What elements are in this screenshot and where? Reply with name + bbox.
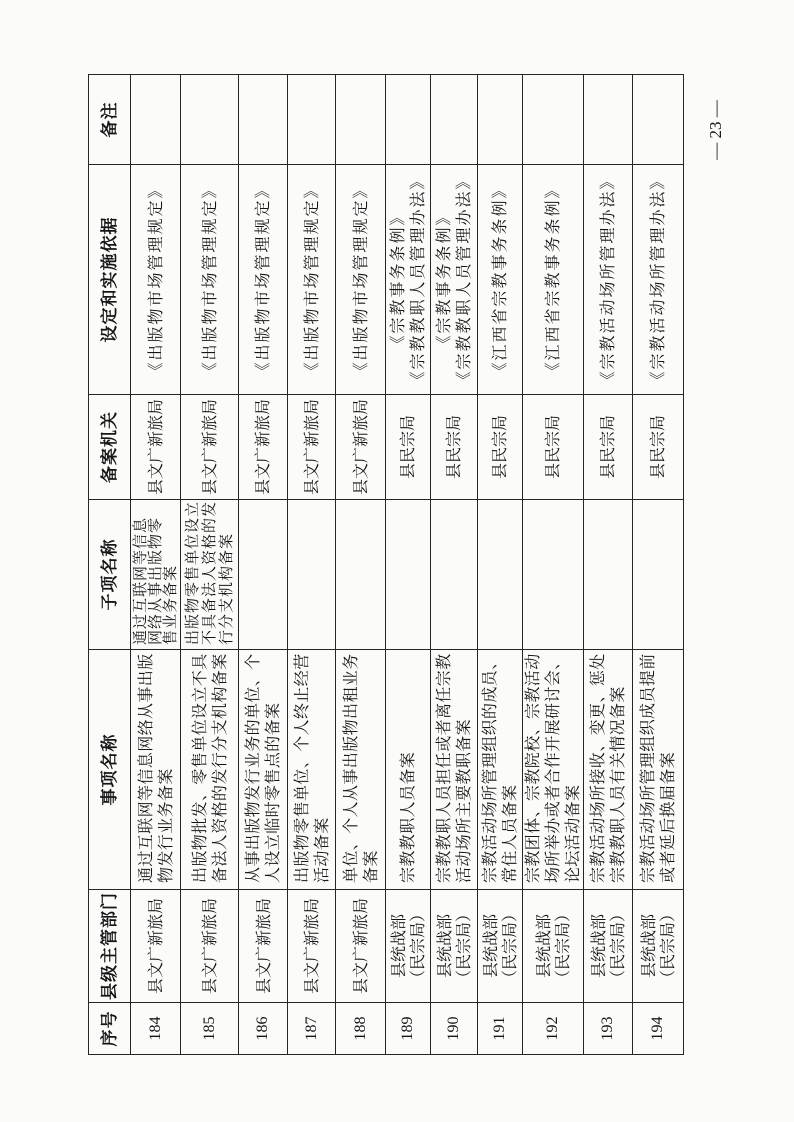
serial-number-cell: 184 bbox=[131, 1003, 181, 1055]
serial-number-cell: 194 bbox=[633, 1003, 684, 1055]
table-container bbox=[88, 75, 683, 1055]
legal-basis-cell: 《江西省宗教事务条例》 bbox=[478, 165, 523, 395]
remark-cell bbox=[386, 75, 431, 165]
item-name-cell: 宗教教职人员担任或者离任宗教 活动场所主要教职备案 bbox=[431, 650, 478, 890]
sub-item-name-cell bbox=[523, 500, 584, 650]
filing-authority-cell: 县文广新旅局 bbox=[336, 395, 386, 500]
serial-number-cell: 187 bbox=[288, 1003, 336, 1055]
table-row bbox=[478, 75, 523, 1055]
table-row bbox=[239, 75, 288, 1055]
item-name-cell: 通过互联网等信息网络从事出版 物发行业务备案 bbox=[131, 650, 181, 890]
filing-authority-cell: 县民宗局 bbox=[633, 395, 684, 500]
remark-cell bbox=[131, 75, 181, 165]
department-cell: 县文广新旅局 bbox=[131, 890, 181, 1003]
legal-basis-cell: 《宗教活动场所管理办法》 bbox=[584, 165, 633, 395]
remark-cell bbox=[239, 75, 288, 165]
serial-number-cell: 192 bbox=[523, 1003, 584, 1055]
remark-cell bbox=[478, 75, 523, 165]
table-row bbox=[633, 75, 684, 1055]
item-name-cell: 出版物批发、零售单位设立不具 备法人资格的发行分支机构备案 bbox=[181, 650, 239, 890]
legal-basis-cell: 《出版物市场管理规定》 bbox=[131, 165, 181, 395]
legal-basis-cell: 《宗教活动场所管理办法》 bbox=[633, 165, 684, 395]
legal-basis-cell: 《出版物市场管理规定》 bbox=[239, 165, 288, 395]
remark-cell bbox=[633, 75, 684, 165]
remark-cell bbox=[584, 75, 633, 165]
remark-cell bbox=[181, 75, 239, 165]
item-name-cell: 宗教活动场所管理组织成员提前 或者延后换届备案 bbox=[633, 650, 684, 890]
filing-authority-cell: 县民宗局 bbox=[523, 395, 584, 500]
item-name-cell: 宗教教职人员备案 bbox=[386, 650, 431, 890]
serial-number-cell: 191 bbox=[478, 1003, 523, 1055]
header-serial-number: 序号 bbox=[89, 1003, 131, 1055]
sub-item-name-cell bbox=[478, 500, 523, 650]
table-row bbox=[523, 75, 584, 1055]
department-cell: 县统战部 （民宗局） bbox=[478, 890, 523, 1003]
legal-basis-cell: 《江西省宗教事务条例》 bbox=[523, 165, 584, 395]
item-name-cell: 宗教活动场所管理组织的成员、 常住人员备案 bbox=[478, 650, 523, 890]
sub-item-name-cell bbox=[336, 500, 386, 650]
table-row bbox=[386, 75, 431, 1055]
sub-item-name-cell bbox=[584, 500, 633, 650]
header-department: 县级主管部门 bbox=[89, 890, 131, 1003]
legal-basis-cell: 《出版物市场管理规定》 bbox=[336, 165, 386, 395]
table-row bbox=[288, 75, 336, 1055]
department-cell: 县统战部 （民宗局） bbox=[431, 890, 478, 1003]
page-number: — 23 — bbox=[706, 100, 725, 160]
department-cell: 县统战部 （民宗局） bbox=[523, 890, 584, 1003]
filing-authority-cell: 县民宗局 bbox=[584, 395, 633, 500]
filing-authority-cell: 县文广新旅局 bbox=[181, 395, 239, 500]
serial-number-cell: 188 bbox=[336, 1003, 386, 1055]
item-name-cell: 宗教团体、宗教院校、宗教活动 场所举办或者合作开展研讨会、 论坛活动备案 bbox=[523, 650, 584, 890]
item-name-cell: 宗教活动场所接收、变更、惩处 宗教教职人员有关情况备案 bbox=[584, 650, 633, 890]
sub-item-name-cell: 出版物零售单位设立 不具备法人资格的发 行分支机构备案 bbox=[181, 500, 239, 650]
legal-basis-cell: 《宗教事务条例》 《宗教教职人员管理办法》 bbox=[386, 165, 431, 395]
table-row bbox=[336, 75, 386, 1055]
remark-cell bbox=[288, 75, 336, 165]
header-sub-item-name: 子项名称 bbox=[89, 500, 131, 650]
remark-cell bbox=[431, 75, 478, 165]
filing-authority-cell: 县文广新旅局 bbox=[131, 395, 181, 500]
legal-basis-cell: 《出版物市场管理规定》 bbox=[288, 165, 336, 395]
header-legal-basis: 设定和实施依据 bbox=[89, 165, 131, 395]
table-row bbox=[584, 75, 633, 1055]
filing-items-table bbox=[88, 74, 684, 1055]
serial-number-cell: 193 bbox=[584, 1003, 633, 1055]
header-item-name: 事项名称 bbox=[89, 650, 131, 890]
header-filing-authority: 备案机关 bbox=[89, 395, 131, 500]
table-row bbox=[181, 75, 239, 1055]
sub-item-name-cell bbox=[239, 500, 288, 650]
item-name-cell: 出版物零售单位、个人终止经营 活动备案 bbox=[288, 650, 336, 890]
header-remarks: 备注 bbox=[89, 75, 131, 165]
department-cell: 县文广新旅局 bbox=[336, 890, 386, 1003]
sub-item-name-cell bbox=[386, 500, 431, 650]
remark-cell bbox=[523, 75, 584, 165]
item-name-cell: 单位、个人从事出版物出租业务 备案 bbox=[336, 650, 386, 890]
department-cell: 县文广新旅局 bbox=[288, 890, 336, 1003]
sub-item-name-cell bbox=[288, 500, 336, 650]
filing-authority-cell: 县民宗局 bbox=[386, 395, 431, 500]
item-name-cell: 从事出版物发行业务的单位、个 人设立临时零售点的备案 bbox=[239, 650, 288, 890]
department-cell: 县统战部 （民宗局） bbox=[584, 890, 633, 1003]
filing-authority-cell: 县文广新旅局 bbox=[288, 395, 336, 500]
sub-item-name-cell: 通过互联网等信息 网络从事出版物零 售业务备案 bbox=[131, 500, 181, 650]
table-row bbox=[131, 75, 181, 1055]
serial-number-cell: 185 bbox=[181, 1003, 239, 1055]
legal-basis-cell: 《宗教事务条例》 《宗教教职人员管理办法》 bbox=[431, 165, 478, 395]
serial-number-cell: 186 bbox=[239, 1003, 288, 1055]
legal-basis-cell: 《出版物市场管理规定》 bbox=[181, 165, 239, 395]
department-cell: 县统战部 （民宗局） bbox=[633, 890, 684, 1003]
department-cell: 县统战部 （民宗局） bbox=[386, 890, 431, 1003]
filing-authority-cell: 县文广新旅局 bbox=[239, 395, 288, 500]
serial-number-cell: 189 bbox=[386, 1003, 431, 1055]
filing-authority-cell: 县民宗局 bbox=[478, 395, 523, 500]
table-row bbox=[431, 75, 478, 1055]
remark-cell bbox=[336, 75, 386, 165]
department-cell: 县文广新旅局 bbox=[181, 890, 239, 1003]
filing-authority-cell: 县民宗局 bbox=[431, 395, 478, 500]
table-header-row bbox=[89, 75, 131, 1055]
sub-item-name-cell bbox=[633, 500, 684, 650]
department-cell: 县文广新旅局 bbox=[239, 890, 288, 1003]
serial-number-cell: 190 bbox=[431, 1003, 478, 1055]
sub-item-name-cell bbox=[431, 500, 478, 650]
